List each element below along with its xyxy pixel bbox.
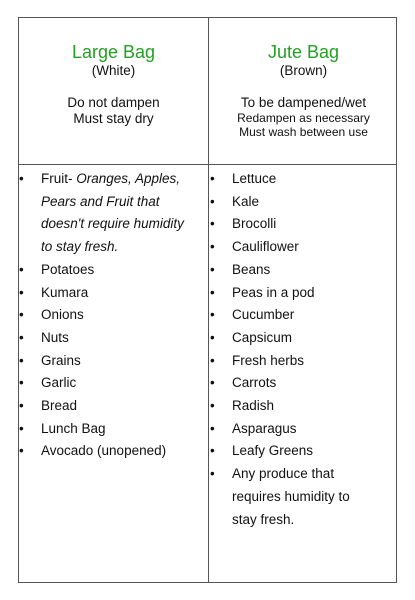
list-item-label: Asparagus [232,420,297,436]
list-item [207,463,377,531]
bullet-icon: • [19,284,24,300]
large-bag-note: Do not dampen [67,95,160,110]
jute-bag-list [207,168,377,531]
list-item [16,372,186,395]
jute-bag-note: Redampen as necessary [237,111,370,125]
list-item [207,372,377,395]
list-item [16,168,186,259]
list-item-label: Radish [232,398,275,414]
list-item [16,282,186,305]
list-item-label: Lunch Bag [41,420,106,436]
bullet-icon: • [210,466,215,482]
large-bag-subtitle: (White) [91,63,136,78]
jute-bag-title: Jute Bag [267,42,340,62]
list-item-label: Kale [232,193,260,209]
list-item-label: Fresh herbs [232,352,305,368]
large-bag-header [19,18,208,164]
list-item [16,304,186,327]
list-item-label: Carrots [232,375,277,391]
fruit-label: Fruit- [41,171,77,186]
bullet-icon: • [19,420,24,436]
bullet-icon: • [19,443,24,459]
bullet-icon: • [210,307,215,323]
header-divider [19,164,396,165]
list-item [207,327,377,350]
list-item [16,440,186,463]
list-item [207,213,377,236]
bullet-icon: • [19,171,24,186]
list-item-label: Cauliflower [232,239,299,255]
jute-bag-notes [209,95,398,139]
list-item [207,236,377,259]
list-item [16,259,186,282]
list-item-label: Kumara [41,284,89,300]
list-item [207,191,377,214]
bullet-icon: • [210,420,215,436]
list-item-label: Cucumber [232,307,295,323]
bullet-icon: • [210,443,215,459]
fruit-detail: Oranges, Apples, Pears and Fruit that doesn't require humidity to stay fresh. [41,171,184,255]
list-item [16,418,186,441]
large-bag-note: Must stay dry [73,111,154,126]
bullet-icon: • [210,216,215,232]
bullet-icon: • [210,352,215,368]
list-item [207,440,377,463]
list-item-label: Beans [232,261,271,277]
list-item-label: Bread [41,398,78,414]
list-item-label: Lettuce [232,171,277,186]
list-item [207,350,377,373]
bullet-icon: • [210,239,215,255]
jute-bag-note: Must wash between use [239,125,368,139]
large-bag-list [16,168,186,463]
bullet-icon: • [210,171,215,186]
bullet-icon: • [19,352,24,368]
large-bag-notes [19,95,208,127]
bullet-icon: • [210,193,215,209]
bullet-icon: • [19,398,24,414]
list-item-label: Garlic [41,375,77,391]
list-item-label: Capsicum [232,329,293,345]
list-item-label: Avocado (unopened) [41,443,167,459]
list-item-label: Nuts [41,329,69,345]
list-item-label: Onions [41,307,84,323]
bullet-icon: • [210,398,215,414]
list-item [16,395,186,418]
large-bag-title: Large Bag [71,42,156,62]
bullet-icon: • [19,307,24,323]
list-item [16,350,186,373]
list-item-label: Any produce that requires humidity to stay fresh. [232,466,350,527]
list-item-label: Grains [41,352,81,368]
list-item [207,282,377,305]
bullet-icon: • [210,375,215,391]
list-item [207,418,377,441]
list-item [16,327,186,350]
list-item [207,395,377,418]
list-item [207,168,377,191]
bullet-icon: • [210,284,215,300]
list-item-label: Potatoes [41,261,95,277]
jute-bag-header [209,18,398,164]
list-item [207,304,377,327]
list-item-label: Brocolli [232,216,277,232]
jute-bag-note-main: To be dampened/wet [240,95,367,110]
list-item [207,259,377,282]
bullet-icon: • [19,375,24,391]
bullet-icon: • [210,329,215,345]
bullet-icon: • [210,261,215,277]
bullet-icon: • [19,329,24,345]
bullet-icon: • [19,261,24,277]
jute-bag-subtitle: (Brown) [279,63,328,78]
list-item-label: Peas in a pod [232,284,315,300]
list-item-label: Leafy Greens [232,443,314,459]
